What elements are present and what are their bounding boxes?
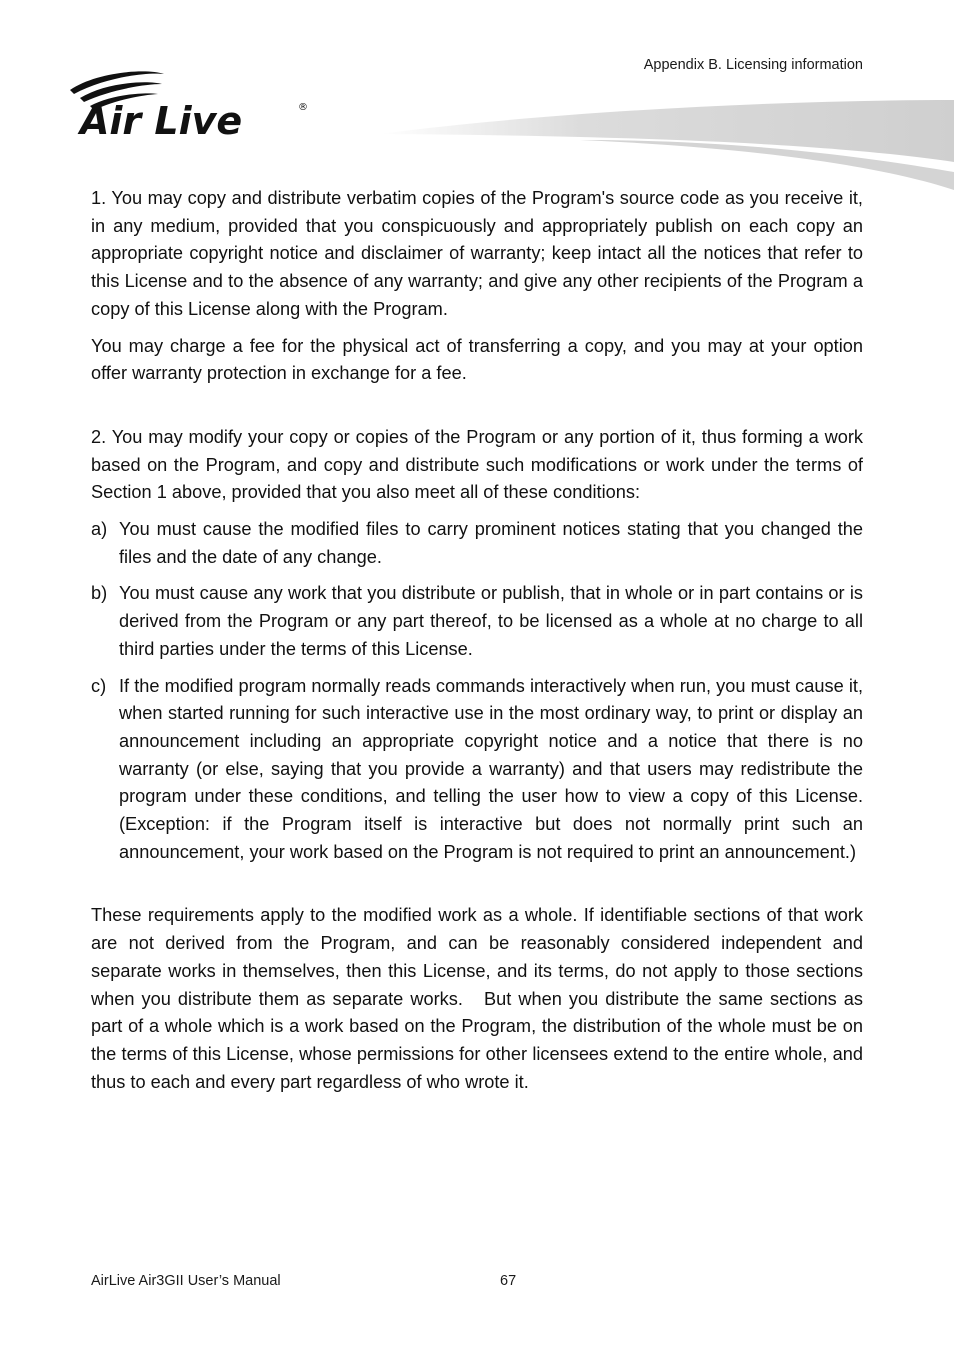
list-item	[91, 673, 863, 867]
list-marker: c)	[91, 675, 107, 696]
list-item	[91, 580, 863, 663]
list-item-text: You must cause any work that you distribute or publish, that in whole or in part contains or is derived from the Program or any part thereof, to be licensed as a whole at no charge to all third parties under the terms of this License.	[119, 583, 863, 659]
paragraph-requirements: These requirements apply to the modified work as a whole. If identifiable sections of that work are not derived from the Program, and can be reasonably considered independent and separate works in themselves, then this License, and its terms, do not apply to those sections when you distribute them as separate works. But when you distribute the same sections as part of a whole which is a work based on the Program, the distribution of the whole must be on the terms of this License, whose permissions for other licensees extend to the entire whole, and thus to each and every part regardless of who wrote it.	[91, 905, 869, 1092]
conditions-list	[91, 516, 863, 866]
list-marker: a)	[91, 519, 108, 540]
logo-registered-mark: ®	[298, 102, 308, 113]
list-item	[91, 516, 863, 571]
list-item-text: You must cause the modified files to carry prominent notices stating that you changed the files and the date of any change.	[119, 519, 863, 567]
logo-text: Air Live	[80, 99, 243, 140]
list-marker: b)	[91, 583, 108, 604]
footer-page-number: 67	[500, 1273, 517, 1289]
paragraph-fee: You may charge a fee for the physical act of transferring a copy, and you may at your option offer warranty protection in exchange for a fee.	[91, 335, 863, 384]
footer-manual-title: AirLive Air3GII User’s Manual	[91, 1273, 281, 1289]
airlive-logo	[66, 68, 316, 140]
document-body	[91, 185, 869, 1096]
list-item-text: If the modified program normally reads commands interactively when run, you must cause it, when started running for such interactive use in the most ordinary way, to print or display an announcement including an appropriate copyright notice and a notice that there is no warranty (or else, saying that you provide a warranty) and that users may redistribute the program under these conditions, and telling the user how to view a copy of this License. (Exception: if the Program itself is interactive but does not normally print such an announcement, your work based on the Program is not required to print an announcement.)	[119, 675, 863, 862]
header-swoosh-decoration	[380, 96, 954, 196]
header-section-title: Appendix B. Licensing information	[643, 57, 863, 73]
paragraph-section-1: 1. You may copy and distribute verbatim copies of the Program's source code as you receive it, in any medium, provided that you conspicuously and appropriately publish on each copy an appropriate copyright notice and disclaimer of warranty; keep intact all the notices that refer to this License and to the absence of any warranty; and give any other recipients of the Program a copy of this License along with the Program.	[91, 188, 863, 319]
paragraph-section-2: 2. You may modify your copy or copies of the Program or any portion of it, thus forming a work based on the Program, and copy and distribute such modifications or work under the terms of Section 1 above, provided that you also meet all of these conditions:	[91, 426, 863, 503]
